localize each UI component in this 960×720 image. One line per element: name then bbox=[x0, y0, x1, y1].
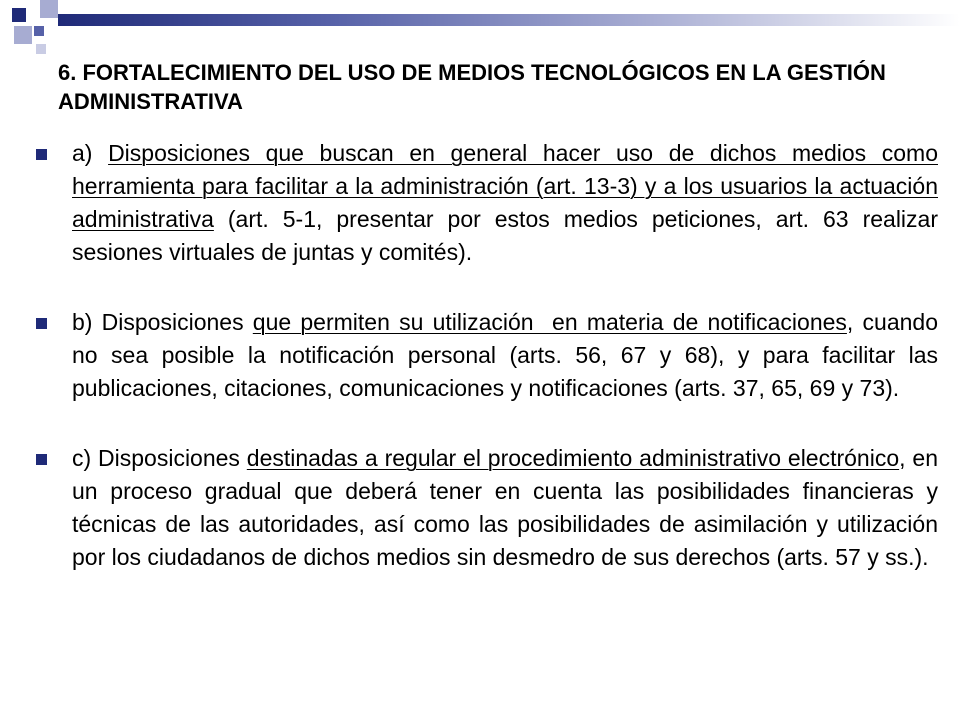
item-lead: a) bbox=[72, 140, 109, 166]
deco-square-light bbox=[14, 26, 32, 44]
square-bullet-icon bbox=[36, 318, 47, 329]
deco-square-light bbox=[40, 0, 58, 18]
deco-square-dark bbox=[12, 8, 26, 22]
bullet-list bbox=[36, 137, 938, 574]
deco-square-light bbox=[36, 44, 46, 54]
list-item bbox=[36, 306, 938, 405]
slide-title: 6. FORTALECIMIENTO DEL USO DE MEDIOS TECNOLÓGICOS EN LA GESTIÓN ADMINISTRATIVA bbox=[58, 60, 886, 114]
list-item bbox=[36, 442, 938, 574]
item-underlined-text: destinadas a regular el procedimiento administrativo electrónico bbox=[246, 445, 900, 471]
item-rest-text: , en un proceso gradual que deberá tener en cuenta las posibilidades financieras y técnicas de las autoridades, así como las posibilidades de asimilación y utilización por los ciudadanos de dichos medios sin desmedro de sus derechos (arts. 57 y ss.). bbox=[72, 445, 938, 570]
item-underlined-text: que permiten su utilización en materia de notificaciones bbox=[252, 309, 847, 335]
header-gradient-bar bbox=[58, 14, 960, 26]
item-rest-text: (art. 5-1, presentar por estos medios peticiones, art. 63 realizar sesiones virtuales de juntas y comités). bbox=[72, 206, 938, 265]
item-rest-text: , cuando no sea posible la notificación personal (arts. 56, 67 y 68), y para facilitar las publicaciones, citaciones, comunicaciones y notificaciones (arts. 37, 65, 69 y 73). bbox=[72, 309, 938, 401]
square-bullet-icon bbox=[36, 454, 47, 465]
square-bullet-icon bbox=[36, 149, 47, 160]
deco-square-dark bbox=[34, 26, 44, 36]
item-underlined-text: Disposiciones que buscan en general hacer uso de dichos medios como herramienta para facilitar a la administración (art. 13-3) y a los usuarios la actuación administrativa bbox=[72, 140, 938, 232]
item-lead: b) Disposiciones bbox=[72, 309, 253, 335]
item-lead: c) Disposiciones bbox=[72, 445, 247, 471]
list-item bbox=[36, 137, 938, 269]
